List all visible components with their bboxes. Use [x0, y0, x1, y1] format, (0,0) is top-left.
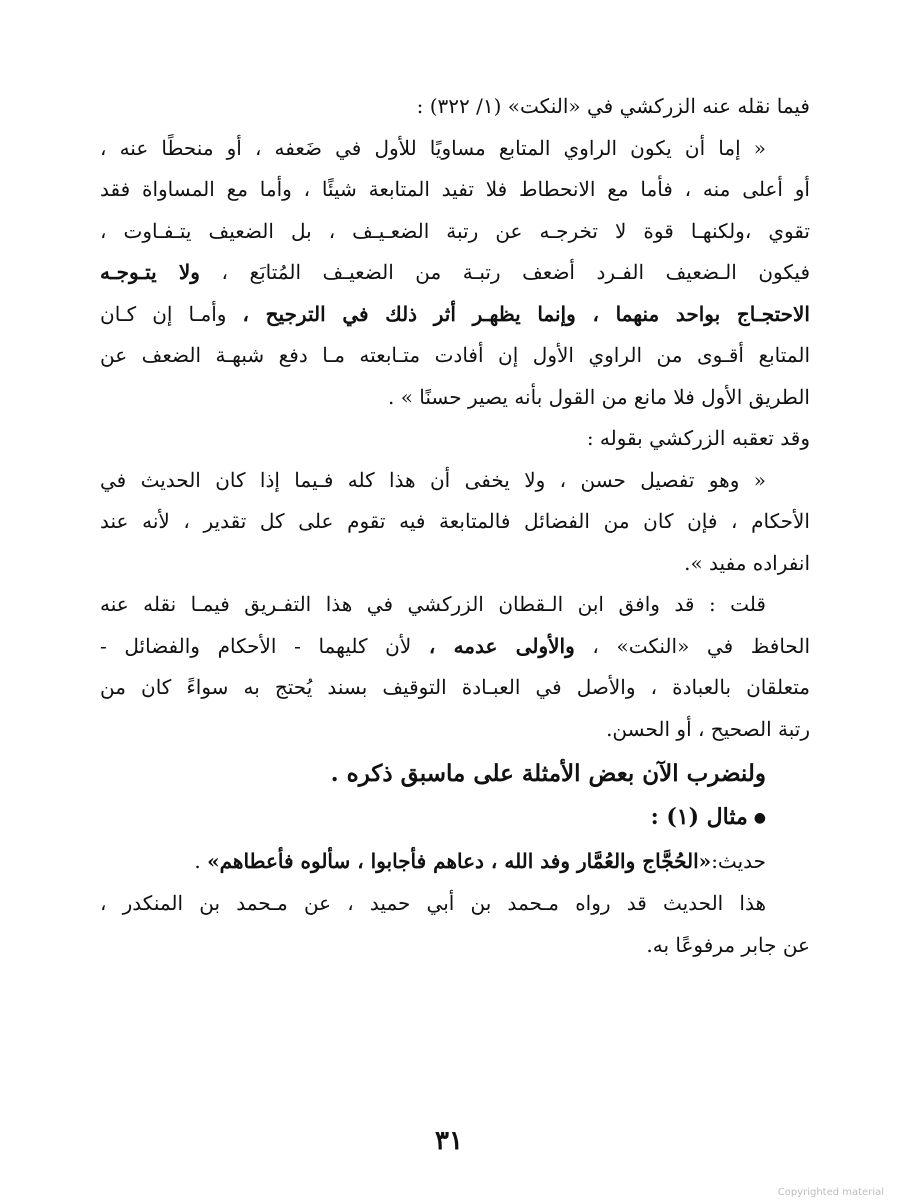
copyright-watermark: Copyrighted material	[777, 1187, 884, 1198]
paragraph2-line-2: الأحكام ، فإن كان من الفضائل فالمتابعة فيه تقوم على كل تقدير ، لأنه عند	[100, 509, 810, 533]
quote-line-1: « إما أن يكون الراوي المتابع مساويًا للأول في ضَعفه ، أو منحطًا عنه ،	[100, 135, 766, 160]
quote-line-3: تقوي ،ولكنهـا قوة لا تخرجـه عن رتبة الضعـيـف ، بل الضعيف يتـفـاوت ،	[100, 218, 810, 243]
quote-line-4	[100, 252, 810, 294]
paragraph3-line-2-end: لأن كليهما - الأحكام والفضائل -	[100, 633, 412, 658]
paragraph2-line-3: انفراده مفيد ».	[684, 550, 810, 575]
paragraph2-line-1: « وهو تفصيل حسن ، ولا يخفى أن هذا كله فـيما إذا كان الحديث في	[100, 467, 766, 492]
hadith-line	[100, 839, 810, 883]
bullet-icon: ●	[753, 810, 766, 826]
page-number: ٣١	[435, 1126, 463, 1156]
text-body	[100, 86, 810, 966]
hadith-text: «الحُجَّاج والعُمَّار وفد الله ، دعاهم فأجابوا ، سألوه فأعطاهم»	[207, 849, 712, 873]
quote-line-7: الطريق الأول فلا مانع من القول بأنه يصير حسنًا » .	[387, 384, 810, 409]
quote-line-4-text: فيكون الـضعيف الفـرد أضعف رتبـة من الضعيـف المُتابَع ،	[221, 260, 811, 284]
hadith-suffix: .	[194, 849, 201, 873]
bold-phrase-3: والأولى عدمه ،	[428, 633, 575, 658]
paragraph1-intro: فيما نقله عنه الزركشي في «النكت» (١/ ٣٢٢) :	[416, 94, 810, 118]
paragraph2-intro: وقد تعقبه الزركشي بقوله :	[586, 426, 810, 450]
section-heading: ولنضرب الآن بعض الأمثلة على ماسبق ذكره .	[330, 760, 766, 787]
paragraph3-line-3: متعلقان بالعبادة ، والأصل في العبـادة التوقيف بسند يُحتج به سواءً كان من	[100, 675, 810, 699]
paragraph3-line-4: رتبة الصحيح ، أو الحسن.	[606, 716, 810, 741]
quote-line-5	[100, 294, 810, 336]
paragraph3-line-1: قلت : قد وافق ابن الـقطان الزركشي في هذا التفـريق فيمـا نقله عنه	[100, 592, 766, 616]
bold-phrase-1: ولا يتـوجـه	[100, 260, 200, 284]
quote-line-5-end: وأمـا إن كـان	[100, 301, 227, 326]
closing-line-2: عن جابر مرفوعًا به.	[646, 932, 810, 957]
closing-line-1: هذا الحديث قد رواه مـحمد بن أبي حميد ، عن مـحمد بن المنكدر ،	[100, 891, 766, 915]
quote-line-6: المتابع أقـوى من الراوي الأول إن أفادت متـابعته مـا دفع شبهـة الضعف عن	[100, 343, 810, 367]
paragraph3-line-2-start: الحافظ في «النكت» ،	[592, 633, 810, 658]
hadith-prefix: حديث:	[711, 849, 766, 873]
paragraph3-line-2	[100, 626, 810, 668]
quote-line-2: أو أعلى منه ، فأما مع الانحطاط فلا تفيد المتابعة شيئًا ، وأما مع المساواة فقد	[100, 177, 810, 201]
bold-phrase-2: الاحتجـاج بواحد منهما ، وإنما يظهـر أثر ذلك في الترجيح ،	[242, 301, 810, 326]
example-label-text: مثال (١) :	[650, 804, 748, 830]
example-label	[100, 796, 810, 839]
